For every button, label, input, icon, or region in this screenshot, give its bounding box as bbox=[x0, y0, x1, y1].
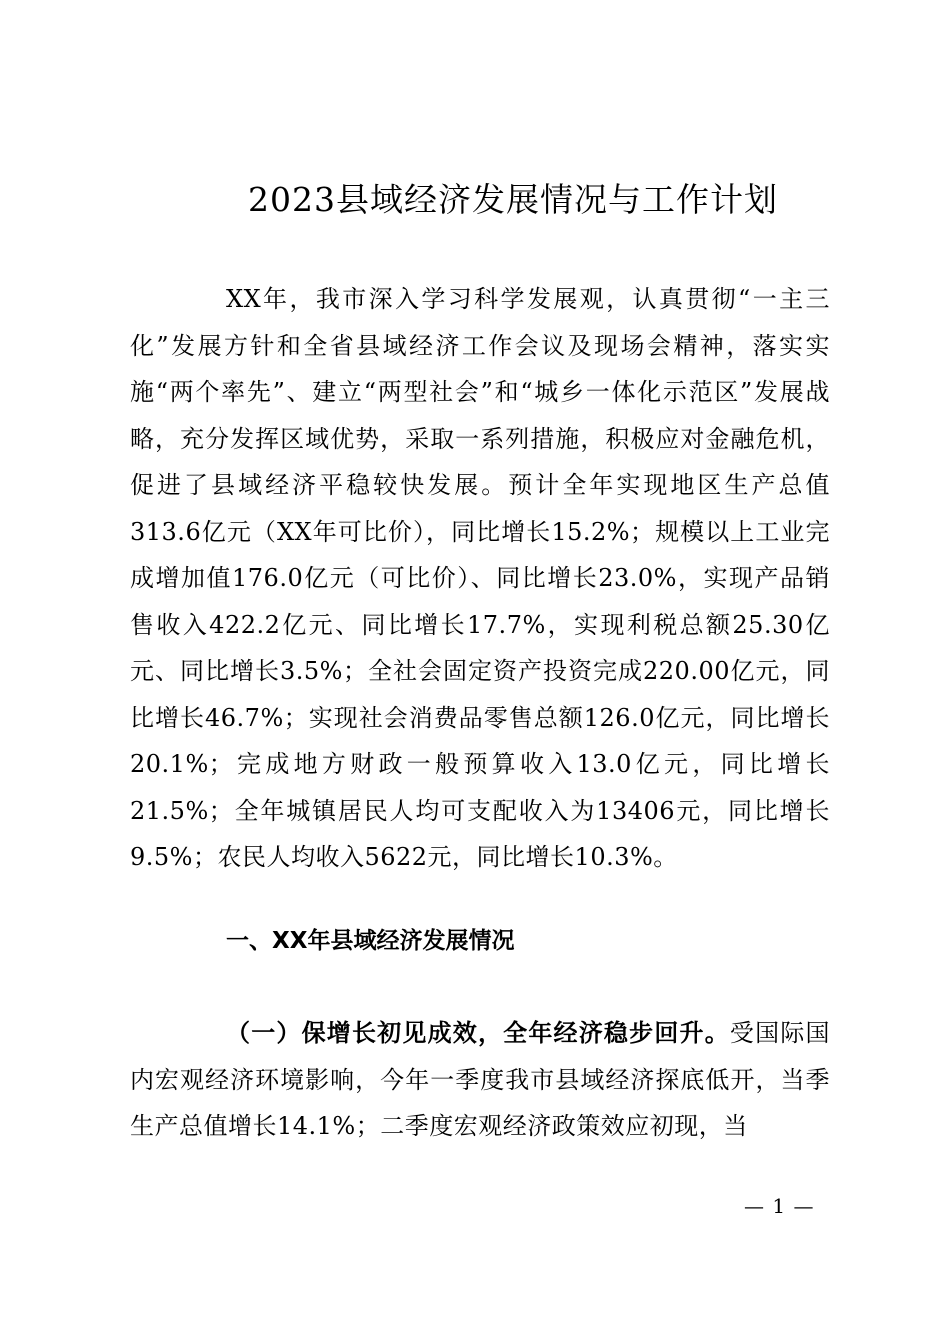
section-heading: 一、XX年县域经济发展情况 bbox=[226, 928, 515, 954]
subsection-lead: （一）保增长初见成效，全年经济稳步回升。 bbox=[226, 1018, 730, 1047]
subsection-body: 受国际国内宏观经济环境影响，今年一季度我市县域经济探底低开，当季生产总值增长14.1%；二季度宏观经济政策效应初现，当 bbox=[130, 1019, 831, 1140]
page-title: 2023县域经济发展情况与工作计划 bbox=[248, 180, 778, 219]
intro-paragraph: XX年，我市深入学习科学发展观，认真贯彻“一主三化”发展方针和全省县域经济工作会议及现场会精神，落实实施“两个率先”、建立“两型社会”和“城乡一体化示范区”发展战略，充分发挥区域优势，采取一系列措施，积极应对金融危机，促进了县域经济平稳较快发展。预计全年实现地区生产总值313.6亿元（XX年可比价），同比增长15.2%；规模以上工业完成增加值176.0亿元（可比价）、同比增长23.0%，实现产品销售收入422.2亿元、同比增长17.7%，实现利税总额25.30亿元、同比增长3.5%；全社会固定资产投资完成220.00亿元，同比增长46.7%；实现社会消费品零售总额126.0亿元，同比增长20.1%；完成地方财政一般预算收入13.0亿元，同比增长21.5%；全年城镇居民人均可支配收入为13406元，同比增长9.5%；农民人均收入5622元，同比增长10.3%。 bbox=[130, 285, 830, 871]
subsection-paragraph bbox=[130, 1010, 830, 1150]
page-number: — 1 — bbox=[744, 1194, 815, 1218]
